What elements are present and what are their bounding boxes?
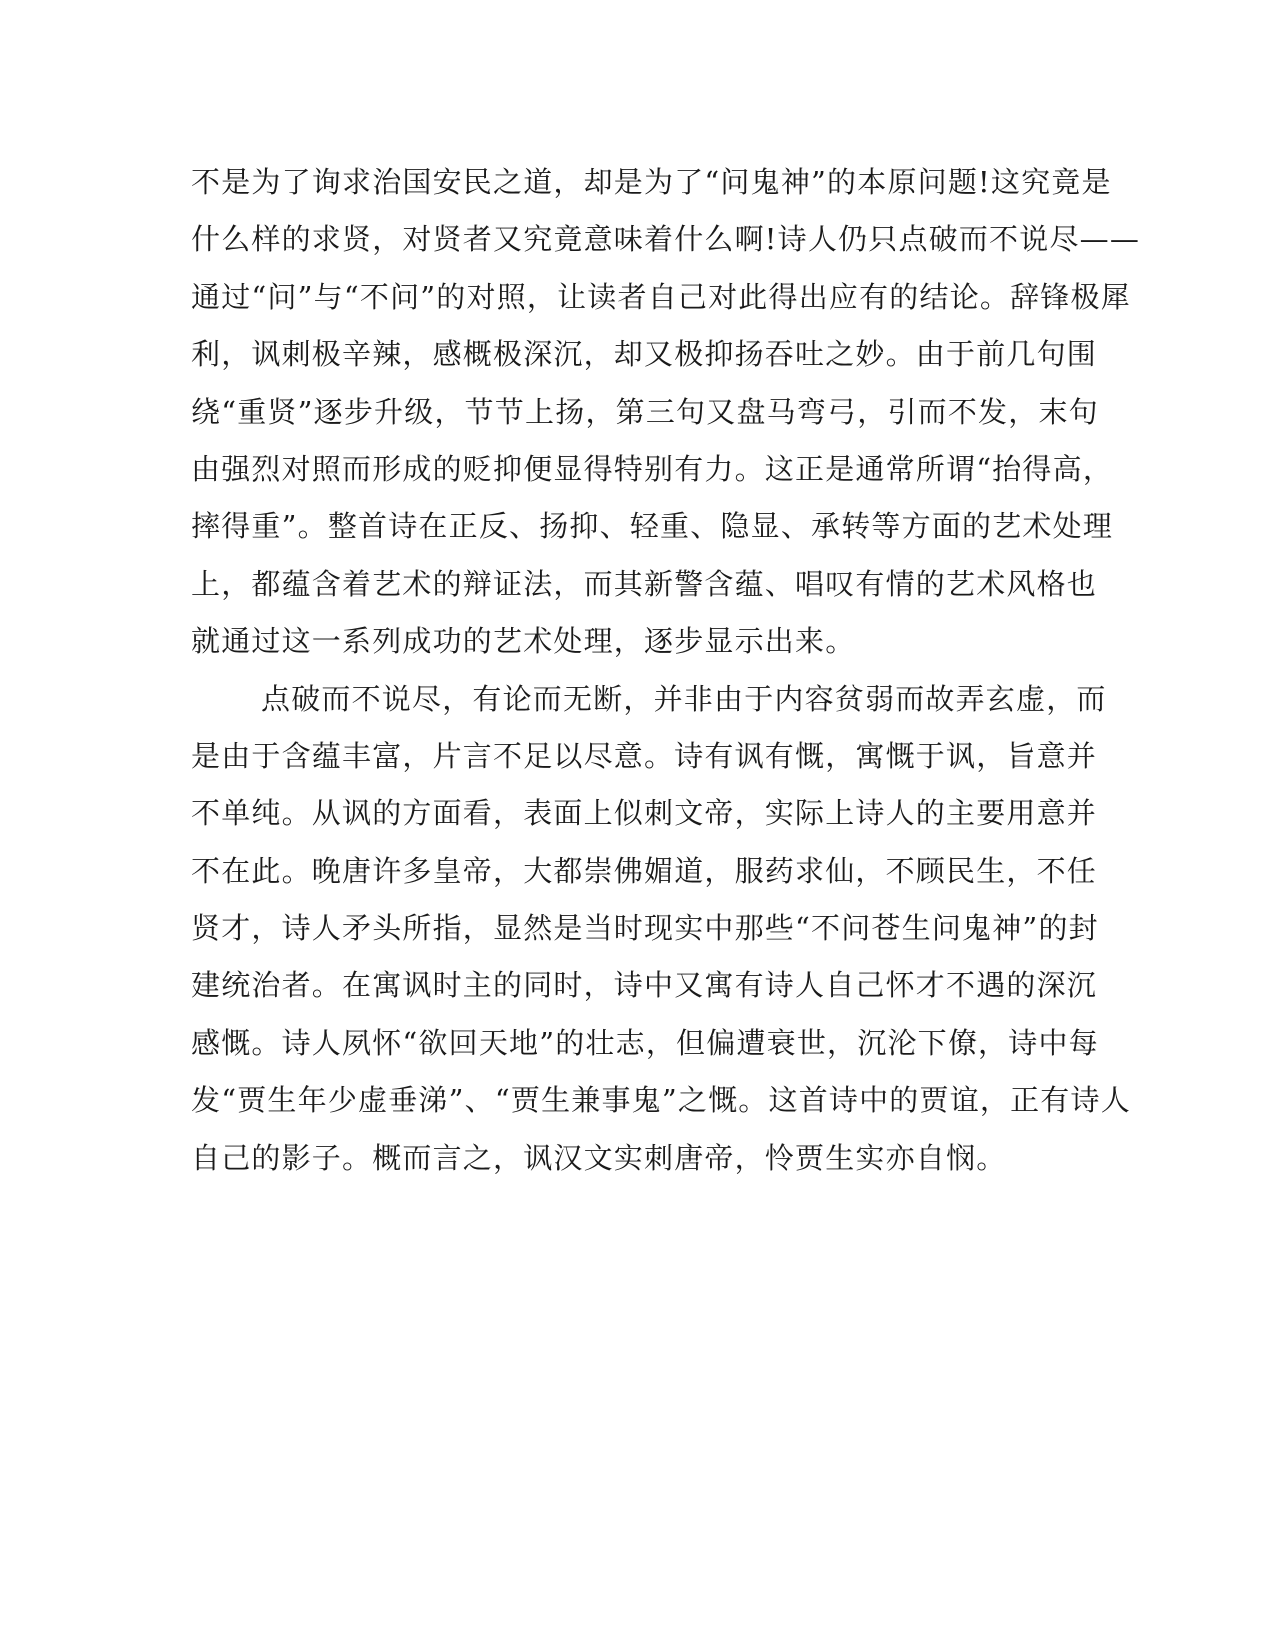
text-line: 是由于含蕴丰富，片言不足以尽意。诗有讽有慨，寓慨于讽，旨意并 xyxy=(191,738,1098,773)
text-line: 什么样的求贤，对贤者又究竟意味着什么啊!诗人仍只点破而不说尽—— xyxy=(191,222,1141,257)
paragraph-start-line: 点破而不说尽，有论而无断，并非由于内容贫弱而故弄玄虚，而 xyxy=(261,681,1107,716)
text-line: 通过“问”与“不问”的对照，让读者自己对此得出应有的结论。辞锋极犀 xyxy=(191,279,1131,314)
text-line: 利，讽刺极辛辣，感概极深沉，却又极抑扬吞吐之妙。由于前几句围 xyxy=(191,337,1098,372)
text-line: 自己的影子。概而言之，讽汉文实刺唐帝，怜贾生实亦自悯。 xyxy=(191,1140,1007,1175)
text-line: 由强烈对照而形成的贬抑便显得特别有力。这正是通常所谓“抬得高， xyxy=(191,451,1114,486)
text-line: 上，都蕴含着艺术的辩证法，而其新警含蕴、唱叹有情的艺术风格也 xyxy=(191,566,1098,601)
text-line: 就通过这一系列成功的艺术处理，逐步显示出来。 xyxy=(191,624,856,659)
text-line: 贤才，诗人矛头所指，显然是当时现实中那些“不问苍生问鬼神”的封 xyxy=(191,911,1099,946)
text-line: 绕“重贤”逐步升级，节节上扬，第三句又盘马弯弓，引而不发，末句 xyxy=(191,394,1099,429)
text-line: 不是为了询求治国安民之道，却是为了“问鬼神”的本原问题!这究竟是 xyxy=(191,165,1112,199)
text-line: 发“贾生年少虚垂涕”、“贾生兼事鬼”之慨。这首诗中的贾谊，正有诗人 xyxy=(191,1083,1131,1118)
body-text xyxy=(191,162,1141,1195)
text-line: 建统治者。在寓讽时主的同时，诗中又寓有诗人自己怀才不遇的深沉 xyxy=(191,968,1098,1003)
text-line: 感慨。诗人夙怀“欲回天地”的壮志，但偏遭衰世，沉沦下僚，诗中每 xyxy=(191,1025,1099,1060)
text-line: 不在此。晚唐许多皇帝，大都崇佛媚道，服药求仙，不顾民生，不任 xyxy=(191,853,1098,888)
text-line: 不单纯。从讽的方面看，表面上似刺文帝，实际上诗人的主要用意并 xyxy=(191,796,1098,831)
text-line: 摔得重”。整首诗在正反、扬抑、轻重、隐显、承转等方面的艺术处理 xyxy=(191,509,1114,544)
